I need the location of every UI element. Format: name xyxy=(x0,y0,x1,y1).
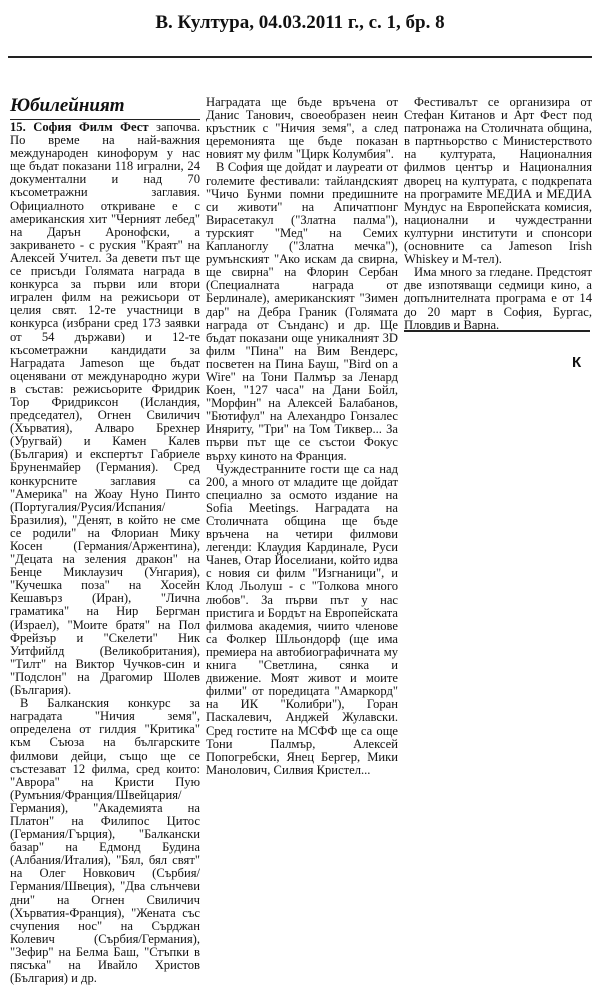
paragraph-opening xyxy=(10,121,200,697)
paragraph-closing: Има много за гледане. Предстоят две изпотяващи седмици кино, а допълнителната програма е от 14 до 20 март в София, Бургас, Пловдив и Варна. xyxy=(404,265,592,332)
paragraph-organizers: Фестивалът се организира от Стефан Китанов и Арт Фест под патронажа на Столичната община, в партньорство с Министерството на културата, Националния филмов център и Националния дворец на културата, с подкрепата на програмите МЕДИА и МЕДИА Мундус на Европейската комисия, национални и чуждестранни културни институти и спонсори (основните са Jameson Irish Whiskey и М-тел). xyxy=(404,95,592,267)
article-column-3 xyxy=(404,96,592,398)
lead-text: 15. София Филм Фест xyxy=(10,120,149,134)
header-divider xyxy=(8,56,592,58)
article-title: Юбилейният xyxy=(10,95,125,116)
author-signature: К xyxy=(572,354,582,371)
paragraph-award: Наградата ще бъде връчена от Данис Танович, своеобразен неин кръстник с "Ничия земя", а след церемонията ще бъде показан новият му филм "Цирк Колумбия". xyxy=(206,95,398,162)
paragraph-guests: Чуждестранните гости ще са над 200, а много от младите ще дойдат специално за осмото издание на Sofia Meetings. Наградата на Столичната община ще бъде връчена на четири филмови легенди: Клаудия Кардинале, Руси Чанев, Отар Йоселиани, който идва с новия си филм "Изгнаници", и Клод Льолуш - с "Толкова много любов". За първи път у нас пристига и Бордът на Европейската филмова академия, чиито членове са Фолкер Шльондорф (ще има премиера на автобиографичната му книга "Светлина, сянка и движение. Моят живот и моите филми" от поредицата "Амаркорд" на ИК "Колибри"), Горан Паскалевич, Анджей Жулавски. Сред гостите на МСФФ ще са още Тони Палмър, Алексей Попогребски, Янец Бергер, Мики Манолович, Силвия Кристел... xyxy=(206,461,398,777)
paragraph-balkan-competition: В Балканския конкурс за наградата "Ничия земя", определена от гилдия "Критика" към Съюза на българските филмови дейци, също ще се състезават 12 филма, сред които: "Аврора" на Кристи Пую (Румъния/Франция/Швейцария/Германия), "Академията на Платон" на Филипос Цитос (Германия/Гърция), "Балкански базар" на Едмонд Будина (Албания/Италия), "Бял, бял свят" на Олег Новкович (Сърбия/Германия/Швеция), "Два слънчеви дни" на Огнен Свиличич (Хърватия-Франция), "Жената със счупения нос" на Сърджан Колевич (Сърбия/Германия), "Зефир" на Белма Баш, "Стъпки в пясъка" на Ивайло Христов (България) и др. xyxy=(10,696,200,985)
column-3-divider xyxy=(404,330,590,332)
citation-header: В. Култура, 04.03.2011 г., с. 1, бр. 8 xyxy=(155,12,445,33)
article-column-1 xyxy=(10,120,200,985)
opening-text: започва. По време на най-важния международен кинофорум у нас ще бъдат показани 118 игрални, 24 документални и над 70 късометражни заглавия. Официалното откриване е с американския хит "Черният лебед" на Дарън Аронофски, а закриването - с руския "Краят" на Алексей Учител. За девети път ще се присъди Голямата награда в конкурса за първи или втори игрален филм на режисьори от целия свят. 12-те участници в конкурса (избрани сред 173 заявки от 54 държави) и 12-те късометражни кандидати за Наградата Jameson ще бъдат оценявани от международно жури в състав: режисьорите Фридрик Тор Фридриксон (Исландия, председател), Огнен Свиличич (Хърватия), Алваро Брехнер (Уругвай) и Камен Калев (България) и експертът Габриеле Бруненмайер (Германия). Сред конкурсните заглавия са "Америка" на Жоау Нуно Пинто (Португалия/Русия/Испания/Бразилия), "Денят, в който не сме се родили" на Флориан Мику Косен (Германия/Аржентина), "Децата на зеления дракон" на Бенце Миклаузич (Унгария), "Кучешка поза" на Хосейн Кешавърз (Иран), "Лична граматика" на Нир Бергман (Израел), "Моите братя" на Пол Фрейзър и "Скелети" Ник Уитфийлд (Великобритания), "Тилт" на Виктор Чучков-син и "Подслон" на Драгомир Шолев (България). xyxy=(10,120,200,698)
article-column-2 xyxy=(206,96,398,793)
paragraph-laureates: В София ще дойдат и лауреати от големите фестивали: тайландският "Чичо Бунми помни предишните си животи" на Апичатпонг Вирасетакул ("Златна палма"), турският "Мед" на Семих Капланоглу ("Златна мечка"), румънският "Ако искам да свирна, ще свирна" на Флорин Сербан (Специалната награда от Берлинале), американският "Зимен дар" на Дебра Граник (Голямата награда от Сънданс) и др. Ще бъдат показани още уникалният 3D филм "Пина" на Вим Вендерс, посветен на Пина Бауш, "Bird on a Wire" на Тони Палмър за Ленард Коен, "127 часа" на Дани Бойл, "Морфин" на Алексей Балабанов, "Бютифул" на Алехандро Гонзалес Иняриту, "Три" на Том Тиквер... За първи път ще се състои Фокус върху киното на Франция. xyxy=(206,160,398,463)
